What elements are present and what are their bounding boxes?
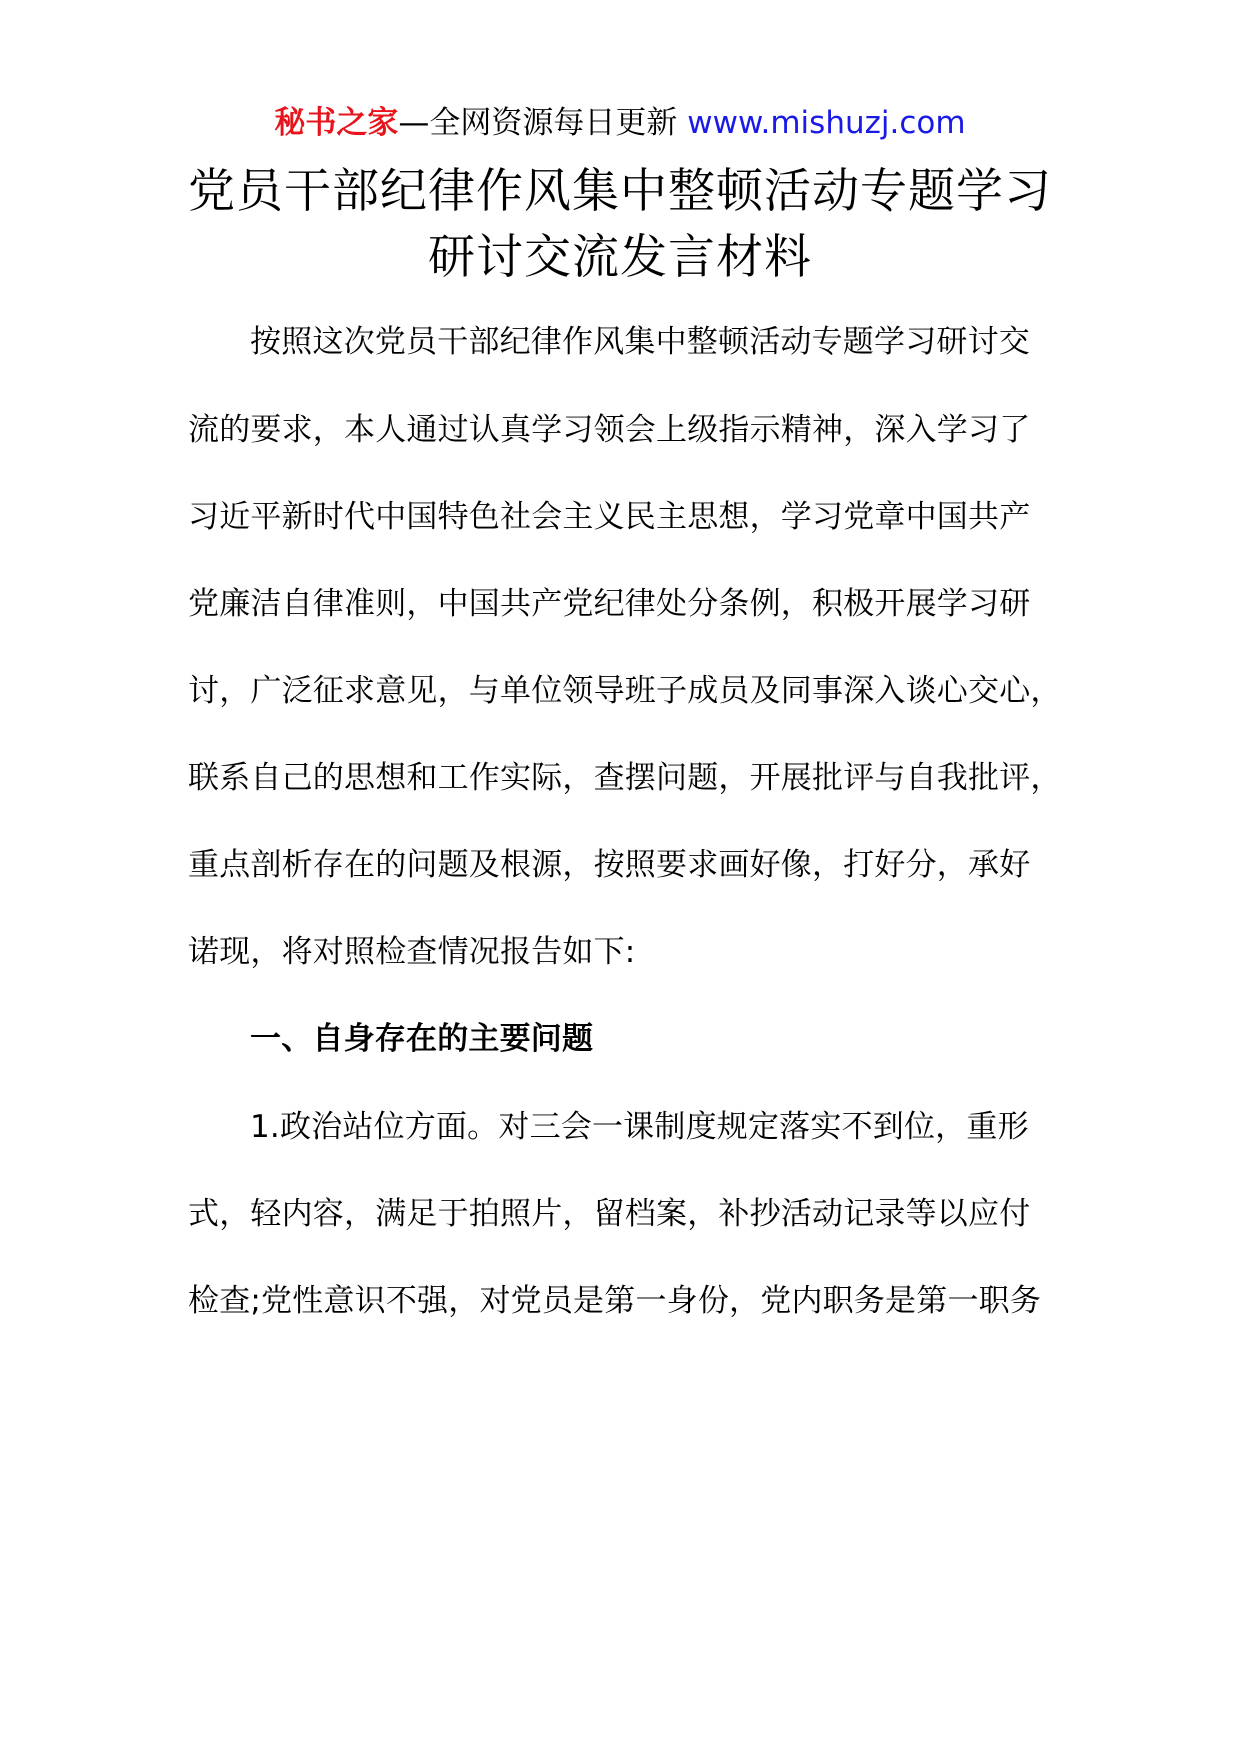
site-name: 秘书之家	[274, 105, 399, 141]
section-heading: 一、自身存在的主要问题	[250, 1021, 594, 1057]
paragraph-line: 重点剖析存在的问题及根源，按照要求画好像，打好分，承好	[188, 847, 1031, 883]
paragraph-line: 检查;党性意识不强，对党员是第一身份，党内职务是第一职务	[188, 1283, 1042, 1319]
paragraph-line: 联系自己的思想和工作实际，查摆问题，开展批评与自我批评，	[188, 760, 1062, 796]
paragraph-line: 按照这次党员干部纪律作风集中整顿活动专题学习研讨交	[250, 324, 1030, 360]
site-url-link[interactable]: www.mishuzj.com	[687, 105, 966, 141]
site-slogan: —全网资源每日更新	[398, 105, 688, 141]
document-title-line-1: 党员干部纪律作风集中整顿活动专题学习	[188, 164, 1052, 219]
paragraph-line: 诺现，将对照检查情况报告如下:	[188, 934, 636, 970]
paragraph-line: 讨，广泛征求意见，与单位领导班子成员及同事深入谈心交心，	[188, 673, 1062, 709]
paragraph-line: 1.政治站位方面。对三会一课制度规定落实不到位，重形	[250, 1109, 1029, 1145]
paragraph-line: 党廉洁自律准则，中国共产党纪律处分条例，积极开展学习研	[188, 586, 1031, 622]
document-title-line-2: 研讨交流发言材料	[428, 230, 812, 285]
paragraph-line: 习近平新时代中国特色社会主义民主思想，学习党章中国共产	[188, 499, 1031, 535]
paragraph-line: 式，轻内容，满足于拍照片，留档案，补抄活动记录等以应付	[188, 1196, 1031, 1232]
site-header	[0, 103, 1240, 143]
paragraph-line: 流的要求，本人通过认真学习领会上级指示精神，深入学习了	[188, 412, 1031, 448]
